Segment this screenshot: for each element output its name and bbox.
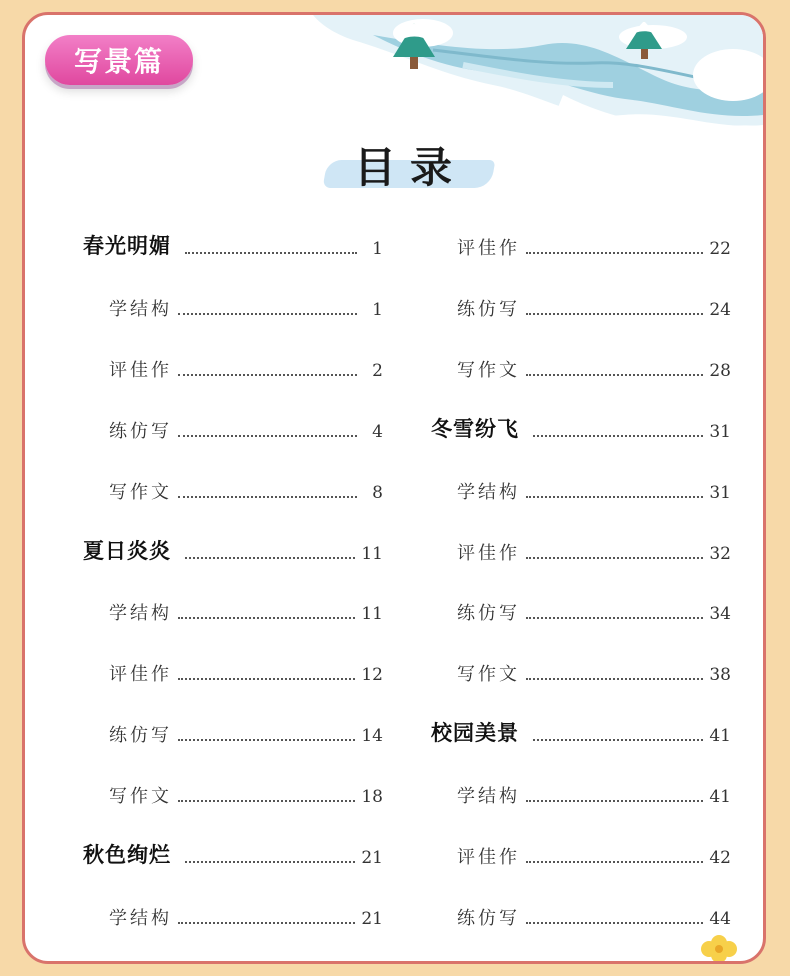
toc-entry-label: 写作文 (109, 786, 172, 808)
toc-entry[interactable] (75, 413, 383, 443)
toc-entry-label: 冬雪纷飞 (423, 413, 527, 443)
toc-page-number: 8 (372, 482, 383, 503)
toc-entry-label: 练仿写 (109, 420, 172, 442)
toc-entry-label: 学结构 (109, 298, 172, 320)
toc-entry-label: 秋色绚烂 (75, 839, 179, 869)
toc-page-number: 44 (709, 908, 731, 929)
toc-entry-label: 评佳作 (109, 664, 172, 686)
toc-page-number: 14 (361, 726, 383, 747)
toc-entry[interactable] (75, 474, 383, 504)
dot-leader (185, 252, 357, 254)
toc-entry[interactable] (423, 778, 731, 808)
toc-page-number: 41 (709, 787, 731, 808)
toc-entry[interactable] (423, 474, 731, 504)
dot-leader (178, 496, 357, 498)
toc-page-number: 11 (361, 604, 383, 625)
toc-entry[interactable] (75, 900, 383, 930)
page-title: 目录 (353, 143, 466, 192)
toc-entry-label: 练仿写 (457, 907, 520, 929)
toc-section-entry[interactable] (423, 413, 731, 443)
toc-entry-label: 写作文 (457, 664, 520, 686)
toc-entry[interactable] (423, 352, 731, 382)
dot-leader (178, 374, 357, 376)
toc-entry[interactable] (423, 839, 731, 869)
toc-page-number: 31 (709, 421, 731, 442)
toc-entry-label: 写作文 (109, 481, 172, 503)
toc-page-number: 12 (361, 665, 383, 686)
toc-section-entry[interactable] (423, 717, 731, 747)
toc-entry-label: 写作文 (457, 359, 520, 381)
toc-page-number: 1 (372, 239, 383, 259)
toc-section-entry[interactable] (75, 839, 383, 869)
toc-entry-label: 夏日炎炎 (75, 535, 179, 565)
toc-entry-label: 评佳作 (457, 847, 520, 868)
snow-landscape-illustration (313, 15, 763, 145)
dot-leader (526, 800, 703, 802)
dot-leader (185, 861, 355, 863)
toc-page-number: 4 (372, 421, 383, 442)
toc-page-number: 2 (372, 360, 383, 381)
toc-entry[interactable] (75, 656, 383, 686)
dot-leader (526, 617, 703, 619)
dot-leader (526, 557, 703, 559)
toc-entry-label: 学结构 (109, 603, 172, 625)
toc-page-number: 38 (709, 665, 731, 686)
toc-entry[interactable] (75, 717, 383, 747)
toc-page-number: 22 (709, 239, 731, 259)
toc-page-number: 18 (361, 787, 383, 808)
toc-page (22, 12, 766, 964)
title-block (325, 135, 495, 195)
toc-page-number: 31 (709, 482, 731, 503)
toc-entry[interactable] (75, 595, 383, 625)
toc-section-entry[interactable] (75, 535, 383, 565)
toc-entry-label: 春光明媚 (75, 230, 179, 260)
dot-leader (178, 313, 357, 315)
toc-page-number: 21 (361, 908, 383, 929)
toc-entry[interactable] (423, 230, 731, 260)
toc-page-number: 34 (709, 604, 731, 625)
toc-page-number: 28 (709, 360, 731, 381)
toc-entry-label: 练仿写 (109, 725, 172, 747)
section-badge: 写景篇 (45, 35, 193, 85)
flower-icon (695, 931, 741, 961)
toc-page-number: 32 (709, 543, 731, 564)
toc-page-number: 11 (361, 543, 383, 564)
toc-entry-label: 学结构 (457, 481, 520, 503)
toc-entry[interactable] (423, 291, 731, 321)
dot-leader (178, 678, 355, 680)
toc-entry-label: 练仿写 (457, 298, 520, 320)
dot-leader (178, 739, 355, 741)
toc-entry[interactable] (423, 656, 731, 686)
dot-leader (526, 313, 703, 315)
toc-page-number: 24 (709, 299, 731, 320)
toc-entry-label: 学结构 (457, 786, 520, 808)
dot-leader (185, 557, 355, 559)
toc-section-entry[interactable] (75, 230, 383, 260)
toc-entry-label: 学结构 (109, 907, 172, 929)
toc-entry-label: 评佳作 (109, 359, 172, 381)
dot-leader (178, 435, 357, 437)
toc-entry-label: 校园美景 (423, 717, 527, 747)
toc-page-number: 21 (361, 848, 383, 868)
dot-leader (526, 374, 703, 376)
dot-leader (533, 435, 703, 437)
dot-leader (526, 861, 703, 863)
toc-entry-label: 练仿写 (457, 603, 520, 625)
dot-leader (526, 922, 703, 924)
dot-leader (533, 739, 703, 741)
dot-leader (178, 800, 355, 802)
dot-leader (178, 617, 355, 619)
toc-entry-label: 评佳作 (457, 238, 520, 259)
toc-page-number: 42 (709, 848, 731, 868)
toc-entry-label: 评佳作 (457, 542, 520, 564)
toc-entry[interactable] (423, 535, 731, 565)
toc-page-number: 41 (709, 726, 731, 747)
dot-leader (526, 252, 703, 254)
toc-page-number: 1 (372, 299, 383, 320)
dot-leader (526, 496, 703, 498)
toc-entry[interactable] (75, 778, 383, 808)
toc-entry[interactable] (75, 291, 383, 321)
toc-entry[interactable] (423, 595, 731, 625)
toc-entry[interactable] (423, 900, 731, 930)
dot-leader (178, 922, 355, 924)
dot-leader (526, 678, 703, 680)
toc-entry[interactable] (75, 352, 383, 382)
